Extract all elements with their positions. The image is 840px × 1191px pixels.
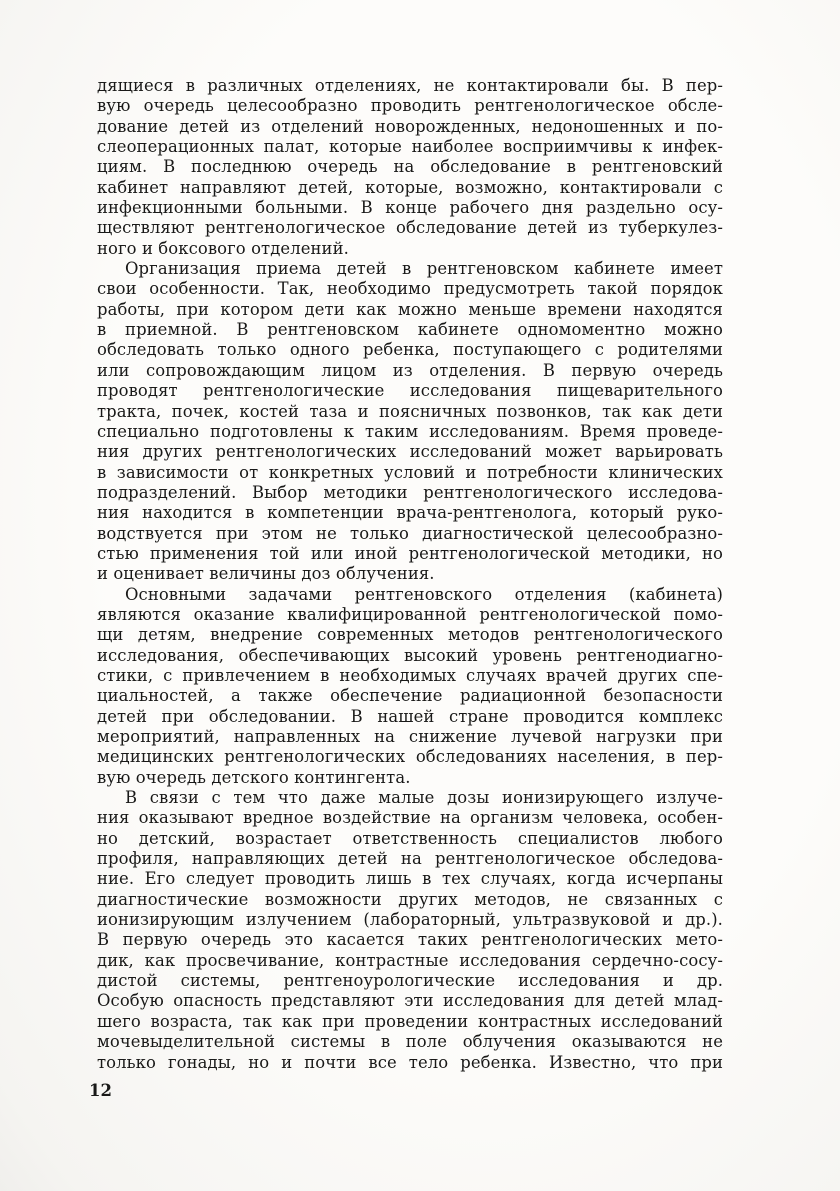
text-line: и оценивает величины доз облучения. xyxy=(97,564,435,584)
text-line: проводят рентгенологические исследования пищеварительного xyxy=(97,381,723,401)
text-line: являются оказание квалифицированной рентгенологической помо- xyxy=(97,604,723,624)
text-line: вую очередь целесообразно проводить рентгенологическое обсле- xyxy=(97,96,723,116)
text-line: свои особенности. Так, необходимо предусмотреть такой порядок xyxy=(97,279,723,299)
text-line: мероприятий, направленных на снижение лучевой нагрузки при xyxy=(97,727,723,746)
text-line: диагностические возможности других методов, не связанных с xyxy=(97,889,723,909)
paragraph xyxy=(97,259,723,585)
text-line: в зависимости от конкретных условий и потребности клинических xyxy=(97,462,723,482)
text-line: работы, при котором дети как можно меньше времени находятся xyxy=(97,299,723,319)
text-line: специально подготовлены к таким исследованиям. Время проведе- xyxy=(97,421,723,441)
text-line: щи детям, внедрение современных методов рентгенологического xyxy=(97,625,723,645)
text-line: ния находится в компетенции врача-рентгенолога, который руко- xyxy=(97,503,723,523)
text-line: инфекционными больными. В конце рабочего дня раздельно осу- xyxy=(97,198,723,218)
text-line: слеоперационных палат, которые наиболее восприимчивы к инфек- xyxy=(97,137,723,157)
text-line: шего возраста, так как при проведении контрастных исследований xyxy=(97,1011,723,1031)
paragraph xyxy=(97,76,723,259)
paragraph xyxy=(97,585,723,788)
text-line: медицинских рентгенологических обследованиях населения, в пер- xyxy=(97,747,723,767)
text-line: подразделений. Выбор методики рентгенологического исследова- xyxy=(97,482,723,502)
page-number: 12 xyxy=(89,1081,112,1100)
text-line: мочевыделительной системы в поле облучения оказываются не xyxy=(97,1032,723,1052)
text-line: Особую опасность представляют эти исследования для детей млад- xyxy=(97,991,723,1011)
text-line: тракта, почек, костей таза и поясничных позвонков, так как дети xyxy=(97,401,723,421)
paragraph xyxy=(97,788,723,1073)
text-block xyxy=(97,76,723,1073)
text-line: ществляют рентгенологическое обследование детей из туберкулез- xyxy=(97,218,723,238)
text-line: только гонады, но и почти все тело ребенка. Известно, что при xyxy=(97,1052,723,1072)
text-line: исследования, обеспечивающих высокий уровень рентгенодиагно- xyxy=(97,645,723,665)
text-line: дистой системы, рентгеноурологические исследования и др. xyxy=(97,971,723,991)
text-line: дящиеся в различных отделениях, не контактировали бы. В пер- xyxy=(97,76,723,95)
text-line: ние. Его следует проводить лишь в тех случаях, когда исчерпаны xyxy=(97,869,723,889)
text-line: обследовать только одного ребенка, поступающего с родителями xyxy=(97,340,723,360)
text-line: детей при обследовании. В нашей стране проводится комплекс xyxy=(97,706,723,726)
text-line: кабинет направляют детей, которые, возможно, контактировали с xyxy=(97,177,723,197)
text-line: Организация приема детей в рентгеновском кабинете имеет xyxy=(125,259,723,279)
text-line: водствуется при этом не только диагностической целесообразно- xyxy=(97,523,723,543)
text-line: но детский, возрастает ответственность специалистов любого xyxy=(97,828,723,848)
text-line: ния других рентгенологических исследований может варьировать xyxy=(97,442,723,462)
text-line: в приемной. В рентгеновском кабинете одномоментно можно xyxy=(97,320,723,340)
text-line: стью применения той или иной рентгенологической методики, но xyxy=(97,543,723,563)
text-line: дование детей из отделений новорожденных, недоношенных и по- xyxy=(97,116,723,136)
text-line: стики, с привлечением в необходимых случаях врачей других спе- xyxy=(97,665,723,685)
text-line: В связи с тем что даже малые дозы ионизирующего излуче- xyxy=(125,788,723,808)
text-line: дик, как просвечивание, контрастные исследования сердечно-сосу- xyxy=(97,950,723,970)
text-line: циям. В последнюю очередь на обследование в рентгеновский xyxy=(97,157,723,177)
text-line: Основными задачами рентгеновского отделения (кабинета) xyxy=(125,584,723,604)
text-line: ионизирующим излучением (лабораторный, ультразвуковой и др.). xyxy=(97,910,723,930)
text-line: ния оказывают вредное воздействие на организм человека, особен- xyxy=(97,808,723,828)
text-line: вую очередь детского контингента. xyxy=(97,767,411,787)
text-line: циальностей, а также обеспечение радиационной безопасности xyxy=(97,686,723,706)
text-line: В первую очередь это касается таких рентгенологических мето- xyxy=(97,930,723,950)
text-line: профиля, направляющих детей на рентгенологическое обследова- xyxy=(97,849,723,869)
text-line: ного и боксового отделений. xyxy=(97,238,349,258)
text-line: или сопровождающим лицом из отделения. В первую очередь xyxy=(97,360,723,380)
